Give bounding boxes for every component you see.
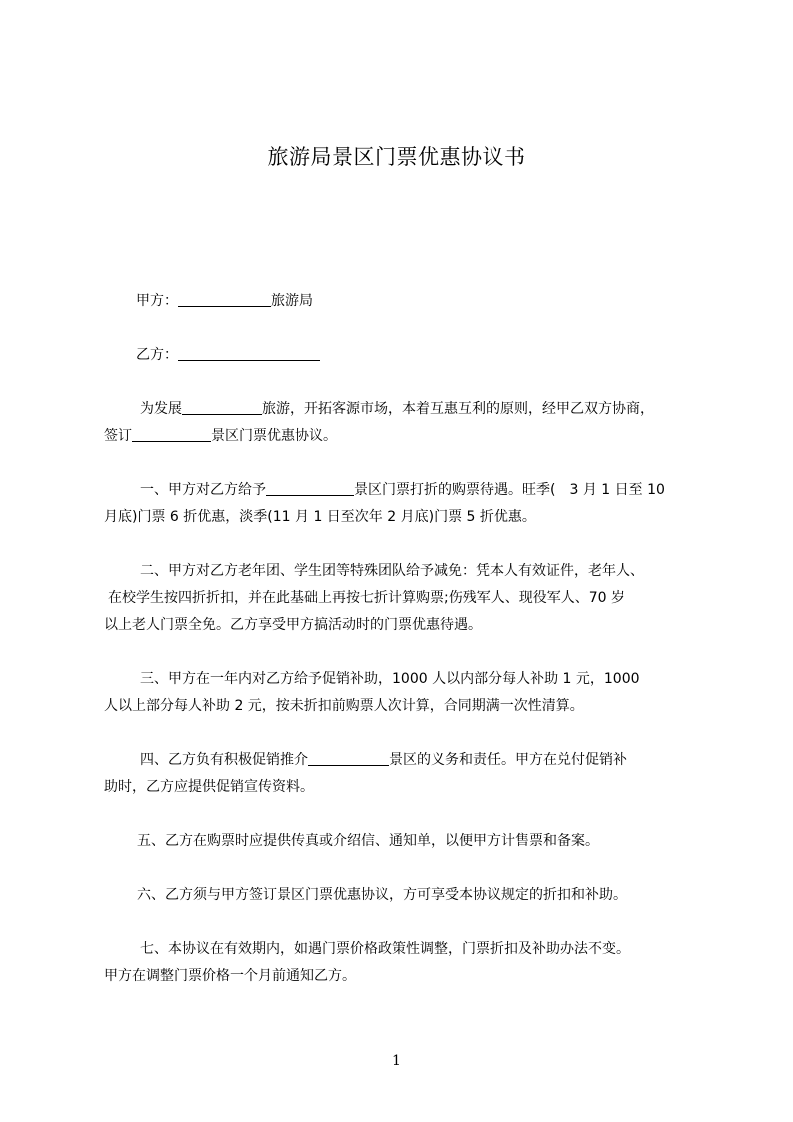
clause1-text-1a: 一、甲方对乙方给予: [140, 482, 266, 498]
clause2-line-1: 二、甲方对乙方老年团、学生团等特殊团队给予减免：凭本人有效证件，老年人、: [140, 563, 644, 579]
party-a-suffix: 旅游局: [271, 293, 313, 309]
clause4-blank: [308, 749, 389, 766]
intro-text-1b: 旅游，开拓客源市场，本着互惠互利的原则，经甲乙双方协商，: [262, 401, 654, 417]
intro-text-2b: 景区门票优惠协议。: [211, 428, 337, 444]
clause1-text-1b: 景区门票打折的购票待遇。旺季( 3 月 1 日至 10: [354, 482, 665, 498]
clause7-line-2: 甲方在调整门票价格一个月前通知乙方。: [104, 968, 356, 984]
clause4-text-1a: 四、乙方负有积极促销推介: [140, 752, 308, 768]
party-b-label: 乙方：: [136, 347, 178, 363]
clause4-line-2: 助时，乙方应提供促销宣传资料。: [104, 779, 314, 795]
intro-line-1: [140, 395, 760, 423]
clause4-text-1b: 景区的义务和责任。甲方在兑付促销补: [389, 752, 627, 768]
intro-text-2a: 签订: [104, 428, 132, 444]
party-a-label: 甲方：: [136, 293, 178, 309]
intro-text-1a: 为发展: [140, 401, 182, 417]
document-title: 旅游局景区门票优惠协议书: [267, 145, 526, 169]
clause6-line-1: 六、乙方须与甲方签订景区门票优惠协议，方可享受本协议规定的折扣和补助。: [137, 887, 627, 903]
clause1-line-1: [140, 476, 760, 504]
clause3-line-2: 人以上部分每人补助 2 元，按未折扣前购票人次计算，合同期满一次性清算。: [104, 698, 584, 714]
party-b-line: [136, 341, 756, 369]
party-b-blank: [178, 344, 320, 361]
page-number: 1: [392, 1053, 401, 1069]
clause1-line-2: 月底)门票 6 折优惠，淡季(11 月 1 日至次年 2 月底)门票 5 折优惠。: [104, 509, 536, 525]
clause2-line-3: 以上老人门票全免。乙方享受甲方搞活动时的门票优惠待遇。: [104, 617, 482, 633]
clause2-line-2: 在校学生按四折折扣，并在此基础上再按七折计算购票;伤残军人、现役军人、70 岁: [108, 590, 625, 606]
clause1-blank: [266, 479, 354, 496]
clause3-line-1: 三、甲方在一年内对乙方给予促销补助，1000 人以内部分每人补助 1 元，1000: [140, 671, 640, 687]
intro-blank-1: [182, 398, 262, 415]
party-a-line: [136, 287, 756, 315]
clause5-line-1: 五、乙方在购票时应提供传真或介绍信、通知单，以便甲方计售票和备案。: [137, 833, 599, 849]
clause7-line-1: 七、本协议在有效期内，如遇门票价格政策性调整，门票折扣及补助办法不变。: [140, 941, 630, 957]
clause4-line-1: [140, 746, 760, 774]
intro-blank-2: [132, 425, 211, 442]
party-a-blank: [178, 290, 271, 307]
intro-line-2: [104, 422, 724, 450]
